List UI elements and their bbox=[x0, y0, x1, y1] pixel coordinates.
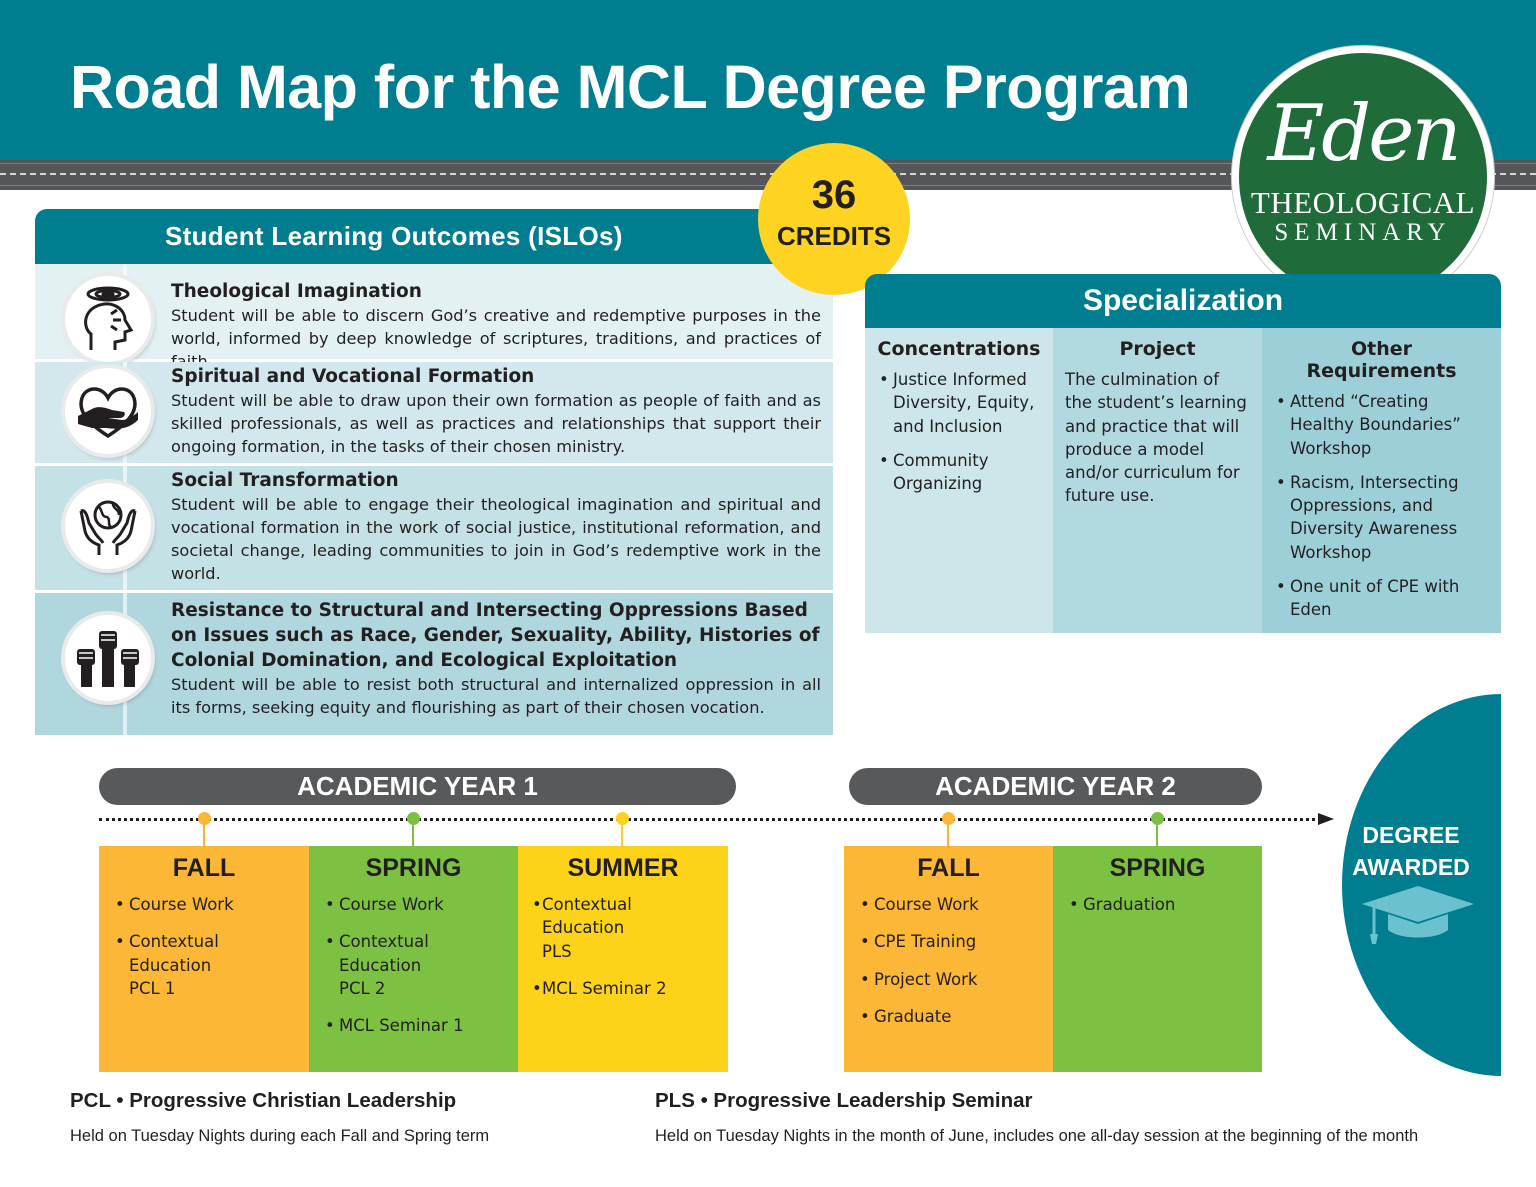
outcome-spiritual-vocational-formation bbox=[35, 362, 833, 463]
page-title: Road Map for the MCL Degree Program bbox=[70, 53, 1191, 121]
footnote-title: PLS • Progressive Leadership Seminar bbox=[655, 1089, 1033, 1112]
footnote-text: Held on Tuesday Nights during each Fall and Spring term bbox=[70, 1127, 490, 1145]
list-item: • Contextual Education PCL 1 bbox=[113, 930, 295, 1000]
logo-script: Eden bbox=[1267, 89, 1459, 179]
term-heading: FALL bbox=[172, 854, 236, 882]
outcome-title: Social Transformation bbox=[171, 470, 399, 491]
logo-line-theological: THEOLOGICAL bbox=[1250, 185, 1476, 220]
outcome-description: Student will be able to resist both structural and internalized oppression in all its forms, seeking equity and flourishing as part of their chosen vocation. bbox=[171, 675, 821, 717]
list-item: • Project Work bbox=[858, 968, 1039, 991]
outcome-theological-imagination bbox=[35, 264, 833, 359]
list-item: • Justice Informed Diversity, Equity, and Inclusion bbox=[877, 368, 1041, 438]
term-year2-fall bbox=[844, 846, 1053, 1072]
project-heading: Project bbox=[1119, 338, 1196, 360]
term-year2-spring bbox=[1053, 846, 1262, 1072]
project-description: The culmination of the student’s learning and practice that will produce a model and/or curriculum for future use. bbox=[1065, 370, 1247, 506]
list-item: • Community Organizing bbox=[877, 449, 1041, 496]
outcome-resistance-to-oppressions bbox=[35, 593, 833, 735]
footnote-title: PCL • Progressive Christian Leadership bbox=[70, 1089, 457, 1112]
specialization-header bbox=[865, 274, 1501, 328]
list-item: • MCL Seminar 1 bbox=[323, 1014, 504, 1037]
specialization-heading: Specialization bbox=[1082, 284, 1284, 317]
credits-number: 36 bbox=[811, 173, 857, 217]
head-halo-icon bbox=[65, 276, 151, 362]
list-item: • Contextual Education PLS bbox=[532, 893, 714, 963]
list-item: • Course Work bbox=[113, 893, 295, 916]
credits-badge bbox=[758, 143, 910, 295]
list-item: • Attend “Creating Healthy Boundaries” Workshop bbox=[1274, 390, 1489, 460]
term-heading: SPRING bbox=[1109, 854, 1206, 882]
term-heading: SPRING bbox=[365, 854, 462, 882]
term-year1-fall bbox=[99, 846, 309, 1072]
other-requirements-column bbox=[1262, 328, 1501, 633]
outcomes-heading: Student Learning Outcomes (ISLOs) bbox=[165, 221, 623, 251]
degree-awarded-label: DEGREE AWARDED bbox=[1352, 822, 1470, 880]
footnote-pls bbox=[655, 1089, 1418, 1146]
timeline-dotted-line bbox=[99, 818, 1321, 821]
academic-year-2-bar: ACADEMIC YEAR 2 bbox=[849, 768, 1262, 805]
outcome-title: Theological Imagination bbox=[171, 281, 422, 302]
term-heading: SUMMER bbox=[567, 854, 679, 882]
outcome-description: Student will be able to engage their theological imagination and spiritual and vocational formation in the work of social justice, institutional reformation, and societal change, leading communities to join in God’s redemptive work in the world. bbox=[171, 495, 821, 583]
eden-seminary-logo bbox=[1232, 46, 1494, 308]
list-item: • CPE Training bbox=[858, 930, 1039, 953]
list-item: • Graduate bbox=[858, 1005, 1039, 1028]
outcomes-header bbox=[35, 209, 795, 264]
list-item: • Graduation bbox=[1067, 893, 1248, 916]
term-heading: FALL bbox=[917, 854, 980, 882]
project-column bbox=[1053, 328, 1262, 633]
footnote-text: Held on Tuesday Nights in the month of June, includes one all-day session at the beginning of the month bbox=[655, 1127, 1419, 1145]
outcome-social-transformation bbox=[35, 466, 833, 590]
outcome-description: Student will be able to discern God’s creative and redemptive purposes in the world, informed by deep knowledge of scriptures, traditions, and practices of bbox=[171, 306, 821, 348]
term-year1-summer bbox=[518, 846, 728, 1072]
list-item: • Course Work bbox=[323, 893, 504, 916]
hands-globe-icon bbox=[65, 483, 151, 569]
hands-heart-icon bbox=[65, 368, 151, 454]
outcome-title: Resistance to Structural and Intersecting Oppressions Based on Issues such as Race, Gender, Sexuality, Ability, Histories of Colonial Domination, and Ecological Exploitation bbox=[171, 600, 820, 671]
term-year1-spring bbox=[309, 846, 518, 1072]
logo-line-seminary: SEMINARY bbox=[1274, 219, 1452, 246]
timeline-arrow-icon bbox=[1318, 813, 1334, 825]
list-item: • One unit of CPE with Eden bbox=[1274, 575, 1489, 622]
credits-label: CREDITS bbox=[776, 221, 892, 251]
footnote-pcl bbox=[70, 1089, 489, 1146]
graduation-cap-icon bbox=[1360, 884, 1476, 950]
raised-fists-icon bbox=[65, 615, 151, 701]
list-item: • MCL Seminar 2 bbox=[532, 977, 714, 1000]
list-item: • Course Work bbox=[858, 893, 1039, 916]
other-requirements-heading: Other Requirements bbox=[1306, 338, 1457, 382]
academic-year-1-bar: ACADEMIC YEAR 1 bbox=[99, 768, 736, 805]
outcome-description: Student will be able to draw upon their own formation as people of faith and as skilled professionals, as well as practices and relationships that support their ongoing formation, in the tasks of their chosen ministry. bbox=[171, 391, 821, 456]
outcome-title: Spiritual and Vocational Formation bbox=[171, 366, 535, 387]
list-item: • Contextual Education PCL 2 bbox=[323, 930, 504, 1000]
concentrations-column bbox=[865, 328, 1053, 633]
concentrations-heading: Concentrations bbox=[877, 338, 1041, 360]
list-item: • Racism, Intersecting Oppressions, and Diversity Awareness Workshop bbox=[1274, 471, 1489, 564]
